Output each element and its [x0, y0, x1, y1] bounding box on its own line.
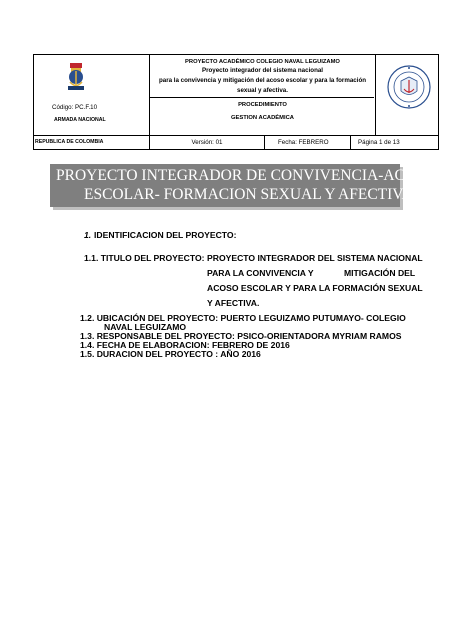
project-subtitle-line1: Proyecto integrador del sistema nacional — [201, 67, 324, 74]
titulo-line3: ACOSO ESCOLAR Y PARA LA FORMACIÓN SEXUAL — [207, 283, 423, 293]
header-divider — [34, 135, 438, 136]
banner-line2: ESCOLAR- FORMACION SEXUAL Y AFECTIVA — [84, 186, 413, 203]
code-label: Código: PC.F.10 — [52, 104, 98, 111]
header-divider — [375, 55, 376, 135]
header-divider — [149, 97, 374, 98]
gestion-label: GESTION ACADÉMICA — [231, 115, 294, 121]
titulo-label: 1.1. TITULO DEL PROYECTO: — [84, 253, 205, 263]
armada-label: ARMADA NACIONAL — [54, 117, 106, 123]
document-header-table — [33, 54, 439, 150]
section-heading: IDENTIFICACION DEL PROYECTO: — [94, 230, 237, 240]
duracion-line: 1.5. DURACION DEL PROYECTO : AÑO 2016 — [80, 349, 261, 359]
responsable-line: 1.3. RESPONSABLE DEL PROYECTO: PSICO-ORIENTADORA MYRIAM RAMOS — [80, 331, 402, 341]
banner-line1: PROYECTO INTEGRADOR DE CONVIVENCIA-ACOSO — [56, 167, 436, 184]
ubicacion-line2: NAVAL LEGUIZAMO — [104, 322, 187, 332]
project-subtitle-line2: para la convivencia y mitigación del acoso escolar y para la formación — [158, 77, 367, 84]
version-label: Versión: 01 — [191, 139, 223, 146]
titulo-line4: Y AFECTIVA. — [207, 298, 260, 308]
armada-anchor-logo — [65, 61, 87, 93]
republica-label: REPUBLICA DE COLOMBIA — [35, 139, 104, 145]
header-divider — [264, 135, 265, 149]
titulo-line2a: PARA LA CONVIVENCIA Y — [207, 268, 314, 278]
section-number: 1. — [84, 230, 92, 240]
titulo-line2b: MITIGACIÓN DEL — [344, 268, 416, 278]
fecha-elaboracion-line: 1.4. FECHA DE ELABORACION: FEBRERO DE 2016 — [80, 340, 290, 350]
project-subtitle-line3: sexual y afectiva. — [237, 87, 288, 94]
titulo-line1: PROYECTO INTEGRADOR DEL SISTEMA NACIONAL — [207, 253, 423, 263]
project-title: PROYECTO ACADÉMICO COLEGIO NAVAL LEGUIZAMO — [185, 59, 340, 65]
ubicacion-line1: 1.2. UBICACIÓN DEL PROYECTO: PUERTO LEGUIZAMO PUTUMAYO- COLEGIO — [80, 313, 406, 323]
title-banner — [50, 164, 436, 207]
procedimiento-label: PROCEDIMIENTO — [238, 102, 287, 108]
header-divider — [350, 135, 351, 149]
fecha-label: Fecha: FEBRERO — [278, 139, 329, 146]
colegio-naval-seal-logo — [387, 65, 431, 109]
pagina-label: Página 1 de 13 — [358, 139, 400, 146]
